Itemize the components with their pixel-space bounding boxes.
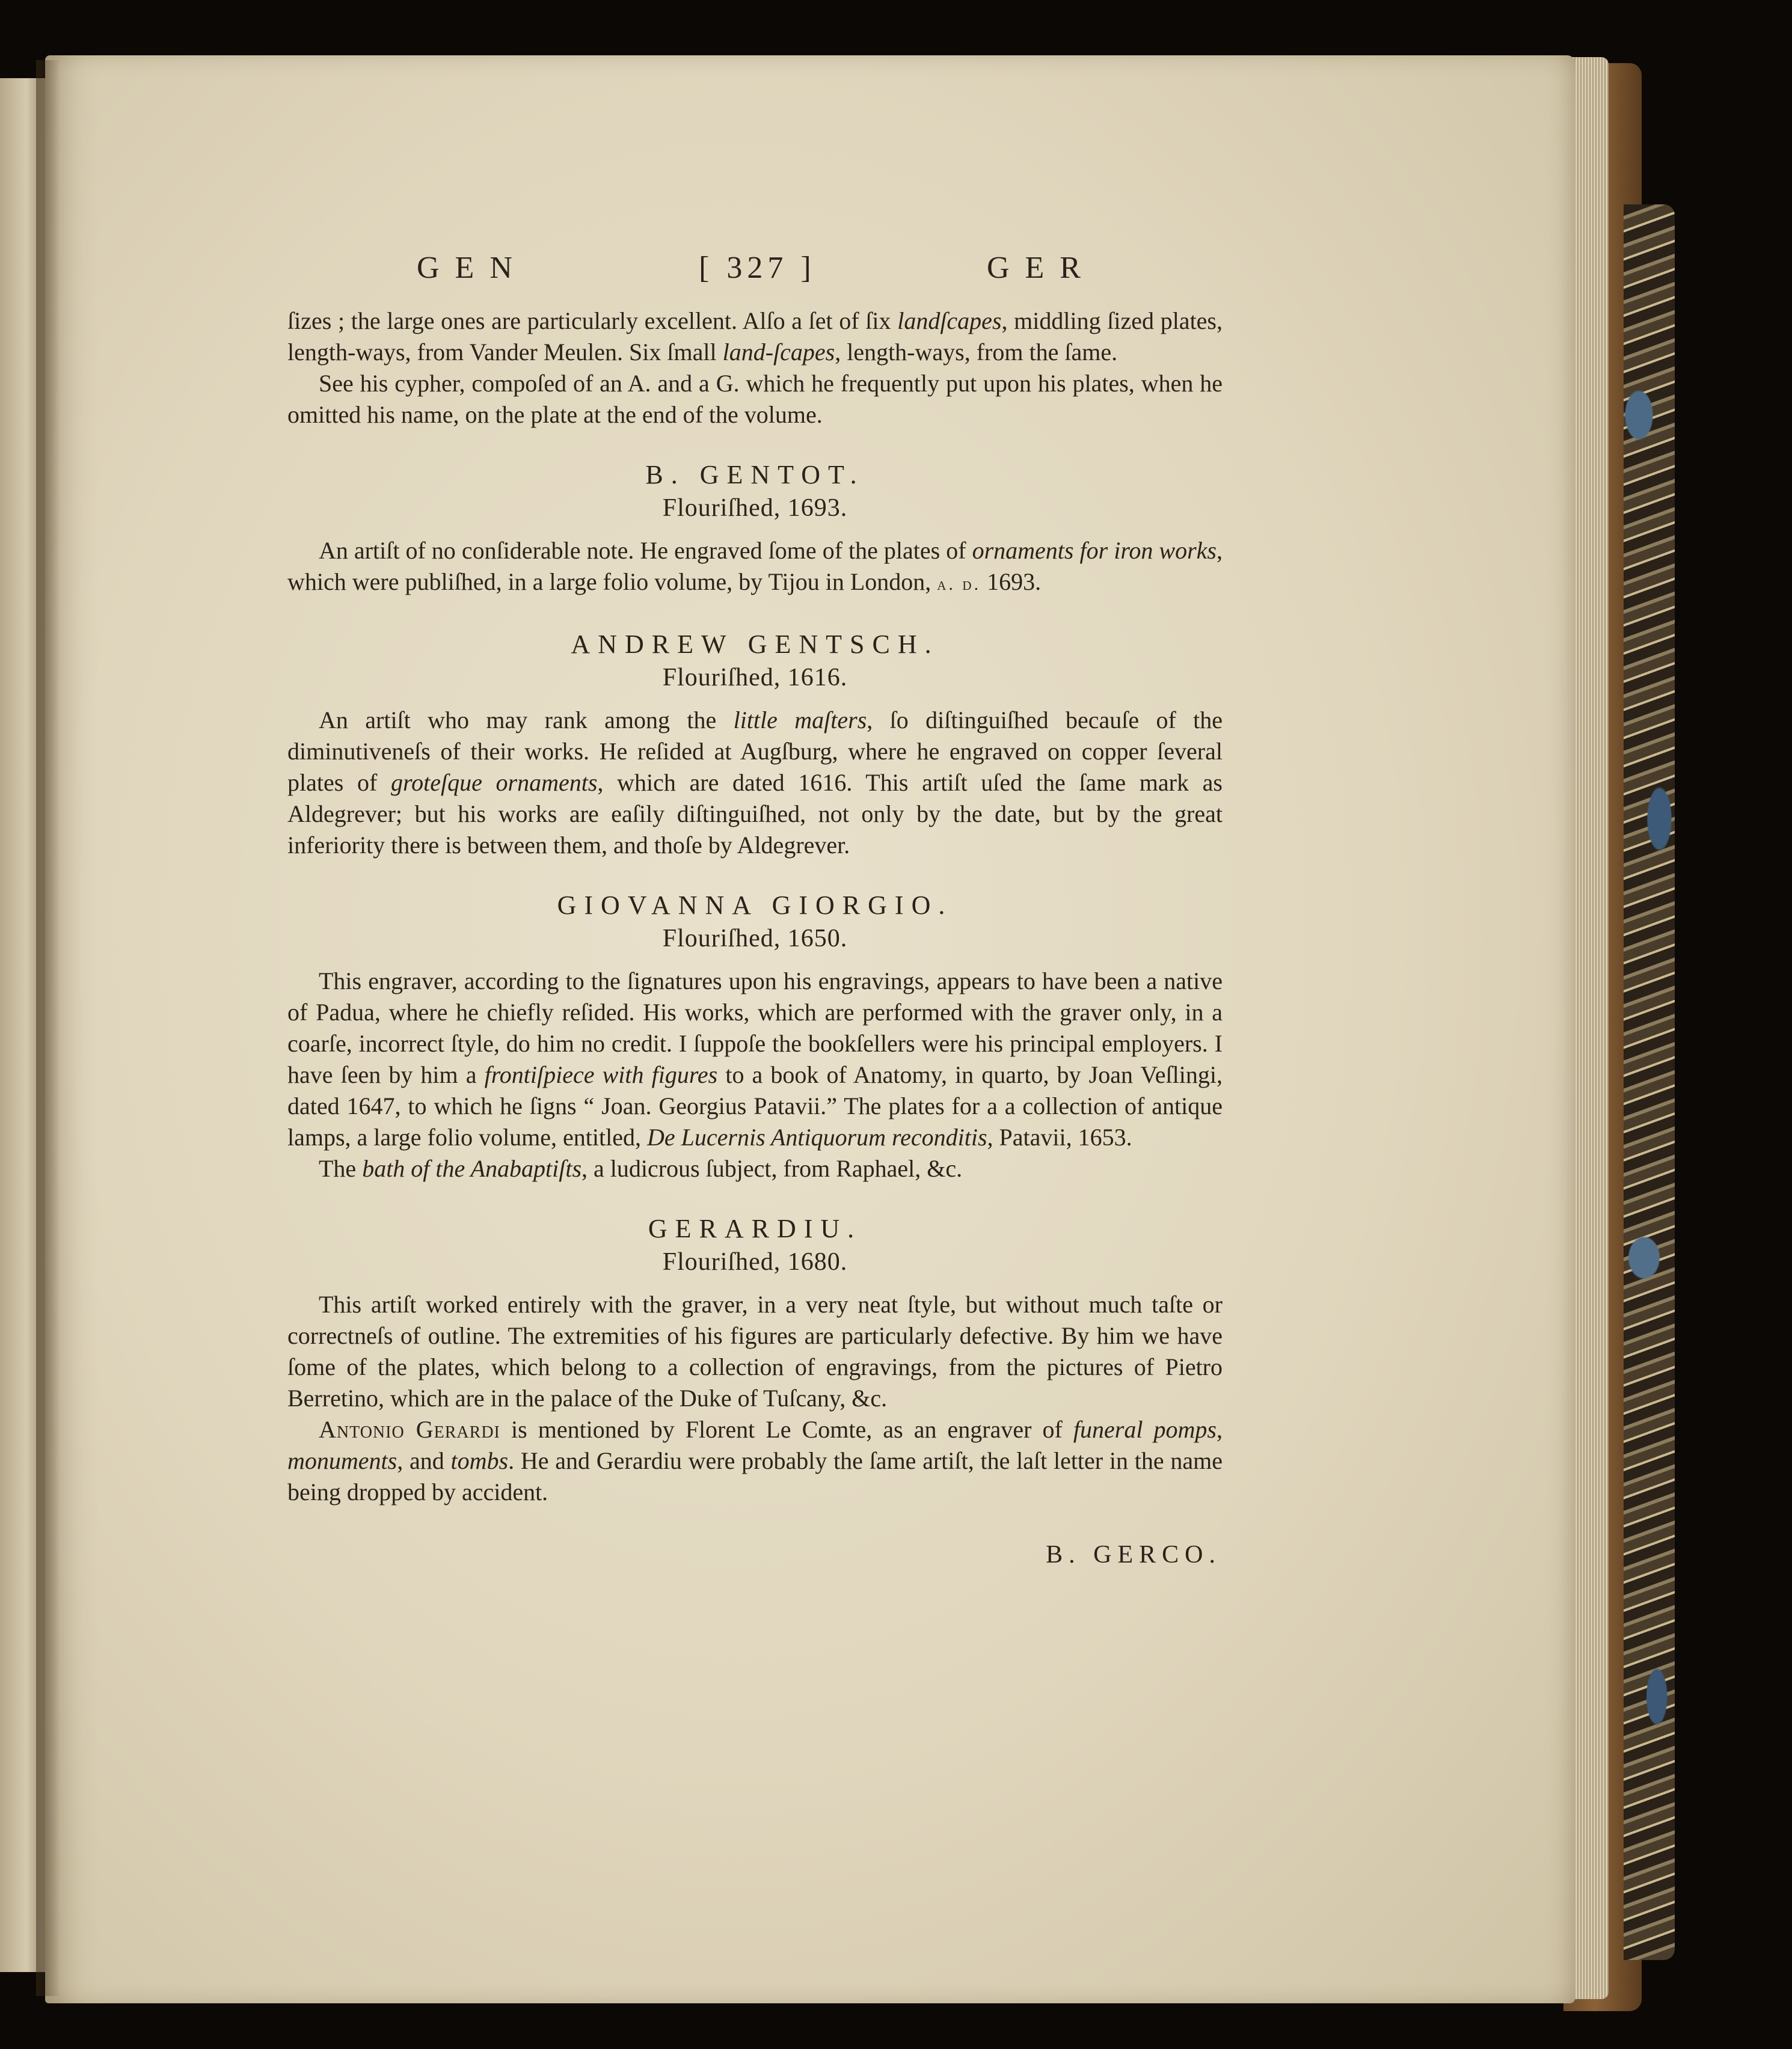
text-run: , ſo diſtinguiſhed becauſe of the diminutiveneſs of their works. He reſided at Augſburg, where he engraved on copper ſeveral plates of <box>287 706 1223 796</box>
italic-run: frontiſpiece with figures <box>484 1061 718 1088</box>
text-run: This engraver, according to the ſignatures upon his engravings, appears to have been a native of Padua, where he chiefly reſided. His works, which are performed with the graver only, in a coarſe, incorrect ſtyle, do him no credit. I ſuppoſe the bookſellers were his principal employers. I have ſeen by him a <box>287 967 1223 1088</box>
running-head <box>287 253 1223 284</box>
italic-run: landſcapes <box>897 307 1002 334</box>
entry-paragraph-gerardiu-1: This artiſt worked entirely with the graver, in a very neat ſtyle, but without much taſte or correctneſs of outline. The extremities of his figures are particularly defective. By him we have ſome of the plates, which belong to a collection of engravings, from the pictures of Pietro Berretino, which are in the palace of the Duke of Tuſcany, &c. <box>287 1291 1223 1412</box>
intro-paragraph-1 <box>287 305 1223 368</box>
entry-flourished-gerardiu: Flouriſhed, 1680. <box>662 1248 848 1276</box>
entry-flourished-giorgio: Flouriſhed, 1650. <box>662 925 848 952</box>
marbled-board-edge <box>1624 204 1675 1960</box>
small-caps-run: Antonio Gerardi <box>319 1416 500 1443</box>
page-number: [ 327 ] <box>699 251 816 285</box>
entry-paragraph-gentsch <box>287 705 1223 861</box>
text-run: . He and Gerardiu were probably the ſame artiſt, the laſt letter in the name being dropped by accident. <box>287 1447 1223 1505</box>
entry-paragraph-giorgio-1 <box>287 966 1223 1153</box>
entry-paragraph-giorgio-2 <box>287 1153 1223 1184</box>
text-run: to a book of Anatomy, in quarto, by Joan Veſlingi, dated 1647, to which he ſigns “ Joan. Georgius Patavii.” The plates for a a collection of antique lamps, a large folio volume, entitled, <box>287 1061 1223 1151</box>
entry-name-giorgio: GIOVANNA GIORGIO. <box>557 890 953 920</box>
text-run: , middling ſized plates, length-ways, from Vander Meulen. Six ſmall <box>287 307 1223 366</box>
running-head-left: GEN <box>417 251 528 285</box>
entry-paragraph-gentot <box>287 535 1223 600</box>
text-run: , and <box>397 1447 451 1474</box>
italic-run: De Lucernis Antiquorum reconditis <box>647 1124 987 1151</box>
text-run: 1693. <box>981 568 1042 595</box>
text-run: is mentioned by Florent Le Comte, as an engraver of <box>500 1416 1073 1443</box>
italic-run: land-ſcapes <box>722 338 835 366</box>
italic-run: tombs <box>450 1447 509 1474</box>
italic-run: little maſters <box>733 706 867 734</box>
text-run: An artiſt who may rank among the <box>319 706 734 734</box>
entry-flourished-gentot: Flouriſhed, 1693. <box>662 494 848 522</box>
entry-paragraph-gerardiu-2 <box>287 1414 1223 1508</box>
entry-name-gerardiu: GERARDIU. <box>648 1214 862 1243</box>
entry-name-gentot: B. GENTOT. <box>645 460 865 489</box>
text-run: An artiſt of no conſiderable note. He engraved ſome of the plates of <box>319 537 972 564</box>
small-caps-run: a. d. <box>937 574 981 594</box>
page-text <box>287 253 1223 1570</box>
entry-name-gentsch: ANDREW GENTSCH. <box>571 629 939 659</box>
text-run: , a ludicrous ſubject, from Raphael, &c. <box>581 1155 963 1182</box>
italic-run: ornaments for iron works <box>972 537 1217 564</box>
text-run: , which were publiſhed, in a large folio volume, by Tijou in London, <box>287 537 1223 595</box>
italic-run: bath of the Anabaptiſts <box>362 1155 582 1182</box>
text-run: The <box>319 1155 363 1182</box>
text-run: , <box>1217 1416 1223 1443</box>
catchword: B. GERCO. <box>1046 1541 1221 1569</box>
gutter-shadow <box>36 60 60 1996</box>
italic-run: groteſque ornaments <box>391 769 598 796</box>
text-run: , Patavii, 1653. <box>987 1124 1132 1151</box>
intro-paragraph-2: See his cypher, compoſed of an A. and a G. which he frequently put upon his plates, when he omitted his name, on the plate at the end of the volume. <box>287 370 1223 428</box>
text-run: ſizes ; the large ones are particularly excellent. Alſo a ſet of ſix <box>287 307 898 334</box>
entry-flourished-gentsch: Flouriſhed, 1616. <box>662 664 848 691</box>
text-run: , length-ways, from the ſame. <box>835 338 1118 366</box>
text-run: , which are dated 1616. This artiſt uſed the ſame mark as Aldegrever; but his works are eaſily diſtinguiſhed, not only by the date, but by the great inferiority there is between them, and thoſe by Aldegrever. <box>287 769 1223 859</box>
italic-run: funeral pomps <box>1073 1416 1217 1443</box>
italic-run: monuments <box>287 1447 397 1474</box>
running-head-right: GER <box>986 251 1096 285</box>
